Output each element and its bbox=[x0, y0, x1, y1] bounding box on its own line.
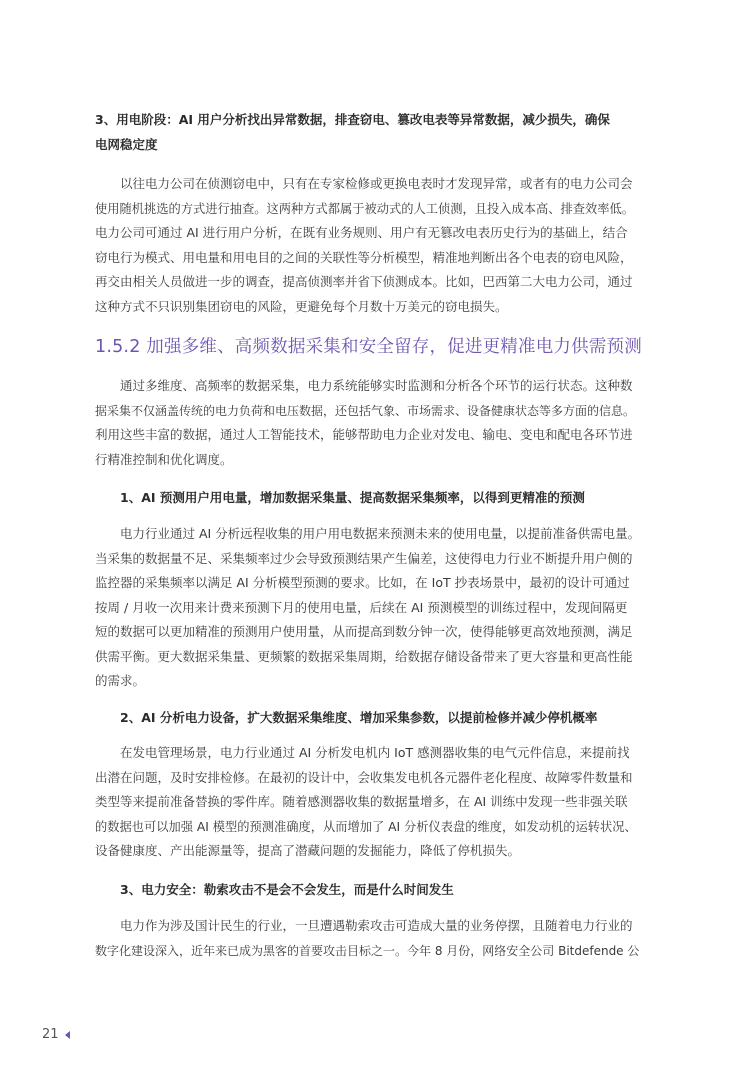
text-line: 电力公司可通过 AI 进行用户分析，在既有业务规则、用户有无篡改电表历史行为的基础上，结合 bbox=[95, 225, 628, 240]
text-line: 电力行业通过 AI 分析远程收集的用户用电数据来预测未来的使用电量，以提前准备供需电量。 bbox=[120, 526, 641, 541]
page-arrow-icon bbox=[65, 1031, 70, 1039]
text-line: 短的数据可以更加精准的预测用户使用量，从而提高到数分钟一次，使得能够更高效地预测，满足 bbox=[95, 624, 633, 639]
paragraph-multidimensional-data bbox=[95, 374, 643, 472]
heading-line: 3、用电阶段：AI 用户分析找出异常数据，排查窃电、篡改电表等异常数据，减少损失，确保 bbox=[95, 112, 610, 127]
section-title-1-5-2: 1.5.2 加强多维、高频数据采集和安全留存，促进更精准电力供需预测 bbox=[95, 337, 642, 357]
paragraph-item-3 bbox=[95, 914, 643, 963]
text-line: 电力作为涉及国计民生的行业，一旦遭遇勒索攻击可造成大量的业务停摆，且随着电力行业的 bbox=[120, 918, 633, 933]
text-line: 行精准控制和优化调度。 bbox=[95, 451, 233, 467]
text-line: 使用随机挑选的方式进行抽查。这两种方式都属于被动式的人工侦测，且投入成本高、排查效率低。 bbox=[95, 201, 634, 216]
text-line: 这种方式不只识别集团窃电的风险，更避免每个月数十万美元的窃电损失。 bbox=[95, 298, 508, 314]
paragraph-item-1 bbox=[95, 522, 643, 694]
text-line: 利用这些丰富的数据，通过人工智能技术，能够帮助电力企业对发电、输电、变电和配电各环节进 bbox=[95, 427, 633, 442]
heading-item-1: 1、AI 预测用户用电量，增加数据采集量、提高数据采集频率，以得到更精准的预测 bbox=[120, 490, 585, 505]
heading-line: 电网稳定度 bbox=[95, 137, 158, 152]
text-line: 窃电行为模式、用电量和用电目的之间的关联性等分析模型，精准地判断出各个电表的窃电风险， bbox=[95, 249, 633, 265]
text-line: 设备健康度、产出能源量等，提高了潜藏问题的发掘能力，降低了停机损失。 bbox=[95, 843, 521, 858]
text-line: 数字化建设深入，近年来已成为黑客的首要攻击目标之一。今年 8 月份，网络安全公司 Bitdefende 公 bbox=[95, 943, 640, 958]
text-line: 供需平衡。更大数据采集量、更频繁的数据采集周期，给数据存储设备带来了更大容量和更高性能 bbox=[95, 648, 633, 664]
page-number bbox=[42, 1027, 70, 1042]
text-line: 以往电力公司在侦测窃电中，只有在专家检修或更换电表时才发现异常，或者有的电力公司会 bbox=[120, 176, 633, 191]
text-line: 的数据也可以加强 AI 模型的预测准确度，从而增加了 AI 分析仪表盘的维度，如发动机的运转状况、 bbox=[95, 819, 637, 834]
heading-power-use-stage bbox=[95, 107, 643, 157]
heading-item-2: 2、AI 分析电力设备，扩大数据采集维度、增加采集参数，以提前检修并减少停机概率 bbox=[120, 710, 598, 725]
text-line: 出潜在问题，及时安排检修。在最初的设计中，会收集发电机各元器件老化程度、故障零件数量和 bbox=[95, 769, 633, 785]
text-line: 通过多维度、高频率的数据采集，电力系统能够实时监测和分析各个环节的运行状态。这种数 bbox=[120, 378, 633, 393]
text-line: 当采集的数据量不足、采集频率过少会导致预测结果产生偏差，这使得电力行业不断提升用户侧的 bbox=[95, 550, 633, 566]
paragraph-item-2 bbox=[95, 741, 643, 864]
text-line: 监控器的采集频率以满足 AI 分析模型预测的要求。比如，在 IoT 抄表场景中，最初的设计可通过 bbox=[95, 575, 630, 590]
text-line: 的需求。 bbox=[95, 673, 146, 688]
text-line: 在发电管理场景，电力行业通过 AI 分析发电机内 IoT 感测器收集的电气元件信息，来提前找 bbox=[120, 745, 630, 760]
text-line: 按周 / 月收一次用来计费来预测下月的使用电量，后续在 AI 预测模型的训练过程中，发现间隔更 bbox=[95, 599, 628, 615]
text-line: 类型等来提前准备替换的零件库。随着感测器收集的数据量增多，在 AI 训练中发现一些非强关联 bbox=[95, 794, 628, 809]
heading-item-3: 3、电力安全：勒索攻击不是会不会发生，而是什么时间发生 bbox=[120, 882, 454, 897]
page-number-text: 21 bbox=[42, 1027, 59, 1042]
paragraph-theft-detection bbox=[95, 172, 643, 319]
text-line: 再交由相关人员做进一步的调查，提高侦测率并省下侦测成本。比如，巴西第二大电力公司，通过 bbox=[95, 274, 633, 289]
text-line: 据采集不仅涵盖传统的电力负荷和电压数据，还包括气象、市场需求、设备健康状态等多方面的信息。 bbox=[95, 403, 636, 418]
